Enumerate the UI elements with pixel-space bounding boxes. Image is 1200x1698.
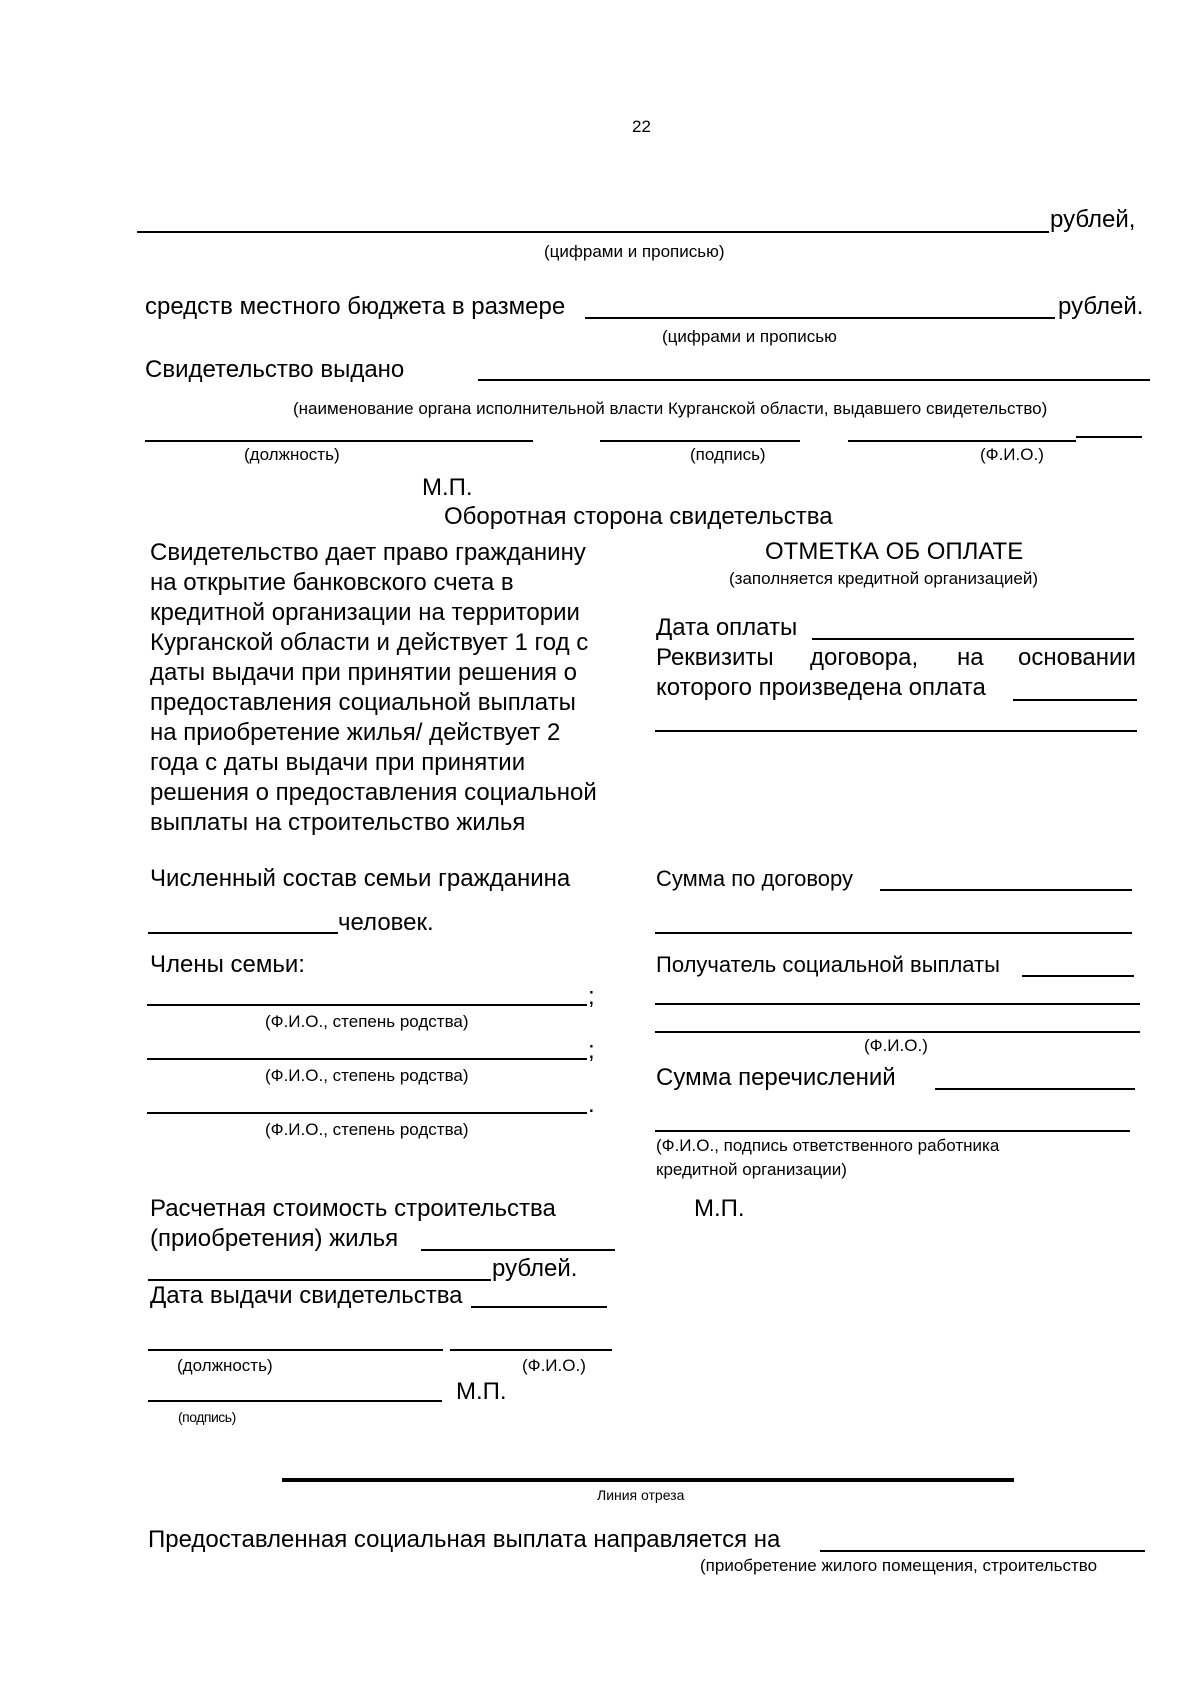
member-line-end: ; <box>588 1037 595 1064</box>
family-member-blank-line[interactable] <box>147 1058 587 1060</box>
member-caption: (Ф.И.О., степень родства) <box>265 1012 469 1031</box>
signature-caption: (подпись) <box>690 445 766 464</box>
recipient-blank-line-3[interactable] <box>655 1031 1140 1033</box>
estimated-cost-label: Расчетная стоимость строительства <box>150 1195 556 1222</box>
payment-mark-title: ОТМЕТКА ОБ ОПЛАТЕ <box>765 538 1024 565</box>
reverse-side-title: Оборотная сторона свидетельства <box>444 503 833 530</box>
paragraph-line: кредитной организации на территории <box>150 599 580 626</box>
position-caption: (должность) <box>244 445 340 464</box>
issuer-signature-caption: (подпись) <box>178 1409 236 1425</box>
position-blank-line[interactable] <box>145 440 533 442</box>
paragraph-line: решения о предоставления социальной <box>150 779 597 806</box>
issuer-caption: (наименование органа исполнительной власти Курганской области, выдавшего свидетельство) <box>293 399 1048 418</box>
persons-label: человек. <box>338 909 434 936</box>
family-members-label: Члены семьи: <box>150 951 305 978</box>
requisites-blank-line[interactable] <box>1013 699 1137 701</box>
member-caption: (Ф.И.О., степень родства) <box>265 1066 469 1085</box>
issuer-fio-blank-line[interactable] <box>450 1349 612 1351</box>
rubles-label-2: рублей. <box>1058 293 1144 320</box>
paragraph-line: на приобретение жилья/ действует 2 <box>150 719 561 746</box>
contract-sum-label: Сумма по договору <box>656 866 854 891</box>
issue-date-blank-line[interactable] <box>471 1306 607 1308</box>
payment-date-label: Дата оплаты <box>656 614 798 641</box>
paragraph-line: предоставления социальной выплаты <box>150 689 576 716</box>
payment-direction-blank-line[interactable] <box>820 1550 1145 1552</box>
responsible-blank-line[interactable] <box>655 1130 1130 1132</box>
requisites-word: Реквизиты <box>656 644 774 671</box>
responsible-caption-2: кредитной организации) <box>656 1160 847 1179</box>
payment-mark-subtitle: (заполняется кредитной организацией) <box>729 569 1039 588</box>
paragraph-line: Курганской области и действует 1 год с <box>150 629 589 656</box>
requisites-word: основании <box>1018 644 1136 671</box>
paragraph-line: на открытие банковского счета в <box>150 569 514 596</box>
contract-sum-blank-line-2[interactable] <box>655 932 1132 934</box>
local-budget-blank-line[interactable] <box>585 317 1055 319</box>
signature-blank-line[interactable] <box>600 440 800 442</box>
issuer-signature-blank-line[interactable] <box>148 1400 442 1402</box>
stamp-label: М.П. <box>422 474 473 501</box>
family-count-label: Численный состав семьи гражданина <box>150 865 571 892</box>
local-budget-caption: (цифрами и прописью <box>662 327 837 346</box>
cut-line-caption: Линия отреза <box>597 1487 685 1503</box>
rubles-blank-line[interactable] <box>148 1279 491 1281</box>
requisites-word: на <box>957 644 984 671</box>
fio-caption: (Ф.И.О.) <box>980 445 1044 464</box>
recipient-blank-line[interactable] <box>1022 975 1134 977</box>
page-number: 22 <box>632 117 651 136</box>
local-budget-label: средств местного бюджета в размере <box>145 293 566 320</box>
issued-by-label: Свидетельство выдано <box>145 356 405 383</box>
contract-sum-blank-line[interactable] <box>880 889 1132 891</box>
payment-direction-label: Предоставленная социальная выплата направляется на <box>148 1526 781 1553</box>
estimated-cost-label-2: (приобретения) жилья <box>150 1225 399 1252</box>
paragraph-line: выплаты на строительство жилья <box>150 809 526 836</box>
estimated-cost-blank-line[interactable] <box>421 1249 615 1251</box>
issuer-blank-line[interactable] <box>478 379 1150 381</box>
requisites-line-2: которого произведена оплата <box>656 674 986 701</box>
cut-line <box>282 1478 1014 1482</box>
rubles-label: рублей, <box>1050 206 1136 233</box>
issuer-position-caption: (должность) <box>177 1356 273 1375</box>
amount-blank-line[interactable] <box>137 231 1049 233</box>
issuer-position-blank-line[interactable] <box>148 1349 443 1351</box>
member-line-end: . <box>588 1091 595 1118</box>
payment-date-blank-line[interactable] <box>812 638 1134 640</box>
paragraph-line: даты выдачи при принятии решения о <box>150 659 577 686</box>
requisites-word: договора, <box>810 644 919 671</box>
recipient-fio-caption: (Ф.И.О.) <box>864 1036 928 1055</box>
requisites-blank-line-2[interactable] <box>655 730 1137 732</box>
fio-blank-line-tail[interactable] <box>1076 436 1142 438</box>
paragraph-line: года с даты выдачи при принятии <box>150 749 526 776</box>
member-caption: (Ф.И.О., степень родства) <box>265 1120 469 1139</box>
paragraph-line: Свидетельство дает право гражданину <box>150 539 586 566</box>
family-count-blank-line[interactable] <box>148 932 338 934</box>
responsible-caption: (Ф.И.О., подпись ответственного работника <box>656 1136 1000 1155</box>
issuer-fio-caption: (Ф.И.О.) <box>522 1356 586 1375</box>
amount-caption: (цифрами и прописью) <box>544 242 725 261</box>
recipient-label: Получатель социальной выплаты <box>656 952 1000 977</box>
family-member-blank-line[interactable] <box>147 1112 587 1114</box>
right-stamp-label: М.П. <box>694 1195 745 1222</box>
transfer-sum-blank-line[interactable] <box>935 1088 1135 1090</box>
payment-direction-caption: (приобретение жилого помещения, строительство <box>700 1556 1098 1575</box>
member-line-end: ; <box>588 983 595 1010</box>
left-stamp-label: М.П. <box>456 1378 507 1405</box>
rubles-label-3: рублей. <box>492 1255 578 1282</box>
recipient-blank-line-2[interactable] <box>655 1003 1140 1005</box>
issue-date-label: Дата выдачи свидетельства <box>150 1282 463 1309</box>
fio-blank-line[interactable] <box>848 440 1076 442</box>
transfer-sum-label: Сумма перечислений <box>656 1064 896 1091</box>
family-member-blank-line[interactable] <box>147 1004 587 1006</box>
